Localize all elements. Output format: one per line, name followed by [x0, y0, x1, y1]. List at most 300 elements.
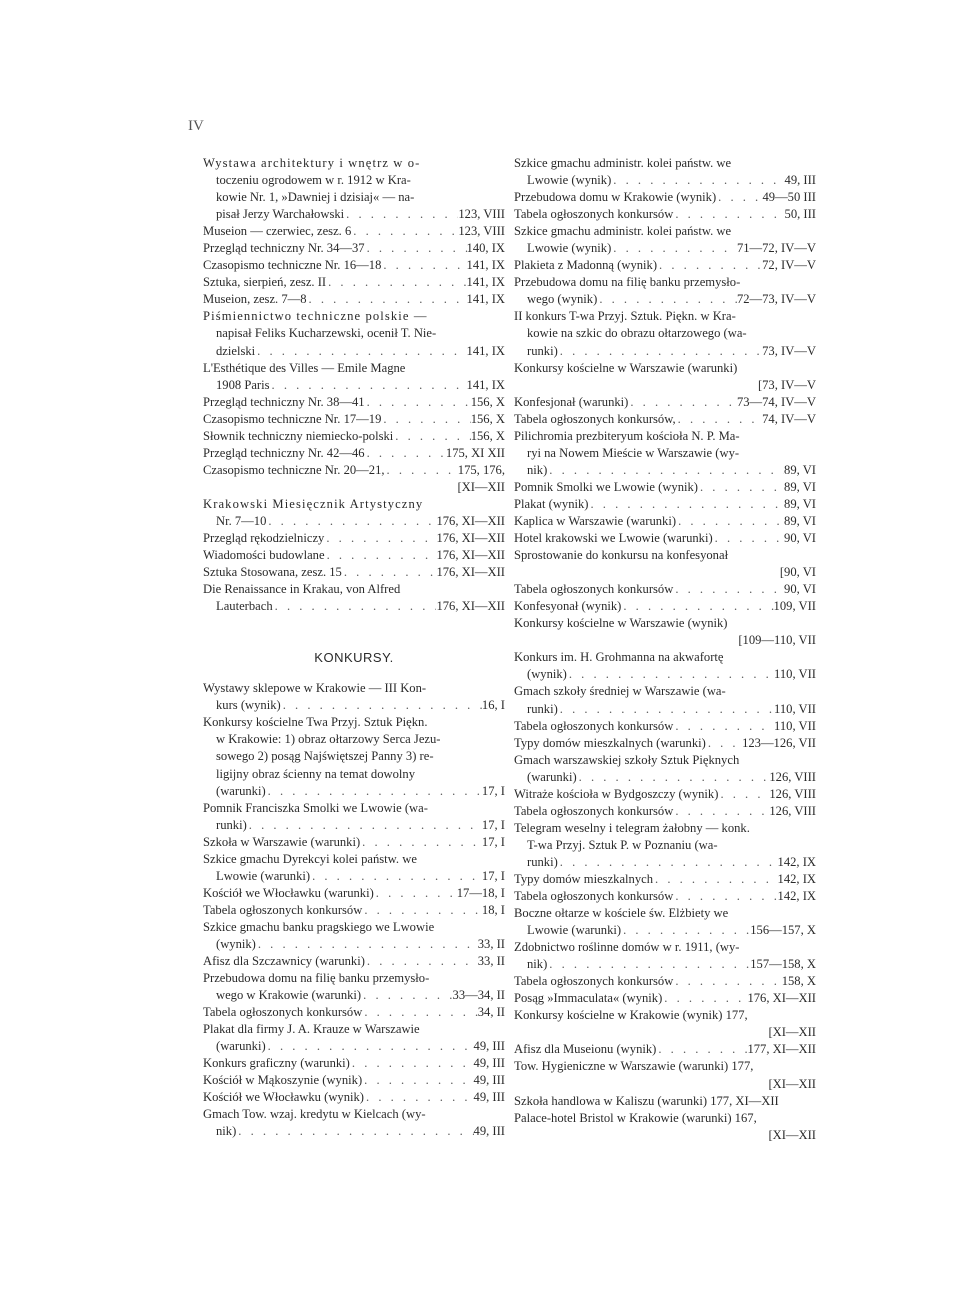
dot-leader [558, 343, 762, 360]
index-entry [514, 786, 816, 803]
index-entry [514, 632, 816, 649]
dot-leader [236, 1123, 473, 1140]
entry-title: (warunki) [216, 1039, 266, 1054]
index-line: Wystawa architektury i wnętrz w o- [203, 156, 421, 170]
dot-leader [716, 189, 762, 206]
entry-reference: 141, IX [466, 258, 505, 273]
entry-title: Kościół we Włocławku (wynik) [203, 1090, 365, 1105]
index-line: Tow. Hygieniczne w Warszawie (warunki) 177, [514, 1059, 754, 1074]
index-entry [203, 411, 505, 428]
entry-title: Lauterbach [216, 599, 273, 614]
dot-leader [673, 718, 774, 735]
entry-title: runki) [527, 854, 558, 869]
entry-title: Hotel krakowski we Lwowie (warunki) [514, 531, 713, 546]
entry-reference: 71—72, IV—V [736, 241, 816, 256]
entry-reference: 16, I [481, 698, 505, 713]
dot-leader [256, 936, 478, 953]
index-line: Wystawy sklepowe w Krakowie — III Kon- [203, 681, 427, 696]
dot-leader [310, 868, 482, 885]
index-line: Zdobnictwo roślinne domów w r. 1911, (wy- [514, 940, 740, 955]
entry-reference: [73, IV—V [757, 377, 816, 392]
entry-reference: 17, I [481, 834, 505, 849]
entry-reference: 109, VII [773, 599, 816, 614]
index-entry [514, 564, 816, 581]
index-line: Plakat dla firmy J. A. Krauze w Warszawie [203, 1022, 420, 1037]
entry-reference: 17, I [481, 868, 505, 883]
entry-reference: 110, VII [774, 667, 816, 682]
entry-title: Kościół we Włocławku (warunki) [203, 885, 374, 900]
left-entries-konkursy [203, 680, 505, 1140]
dot-leader [589, 496, 785, 513]
entry-title: runki) [527, 343, 558, 358]
index-entry [514, 189, 816, 206]
entry-title: Kaplica w Warszawie (warunki) [514, 513, 677, 528]
entry-title: pisał Jerzy Warchałowski [216, 207, 345, 222]
index-entry [203, 1055, 505, 1072]
index-line: Palace-hotel Bristol w Krakowie (warunki) 167, [514, 1110, 757, 1125]
index-line: Pilichromia prezbiteryum kościoła N. P. Ma- [514, 428, 740, 443]
dot-leader [653, 871, 777, 888]
dot-leader [673, 888, 777, 905]
index-entry [203, 1089, 505, 1106]
entry-title: Sztuka Stosowana, zesz. 15 [203, 565, 342, 580]
entry-reference: 33, II [477, 954, 505, 969]
entry-title: Tabela ogłoszonych konkursów [203, 1005, 363, 1020]
index-entry [514, 172, 816, 189]
entry-title: Afisz dla Museionu (wynik) [514, 1042, 657, 1057]
entry-reference: 73—74, IV—V [736, 394, 816, 409]
entry-reference: 110, VII [774, 718, 816, 733]
entry-reference: 141, IX [466, 275, 505, 290]
dot-leader [362, 902, 482, 919]
index-line: Gmach szkoły średniej w Warszawie (wa- [514, 684, 726, 699]
entry-reference: [90, VI [779, 565, 816, 580]
index-line: sowego 2) posąg Najświętszej Panny 3) re- [216, 749, 434, 764]
entry-title: nik) [527, 462, 548, 477]
index-line: Krakowski Miesięcznik Artystyczny [203, 496, 424, 511]
dot-leader [558, 854, 778, 871]
index-entry [203, 343, 505, 360]
index-line: T-wa Przyj. Sztuk P. w Poznaniu (wa- [527, 837, 718, 852]
entry-title: Czasopismo techniczne Nr. 20—21, [203, 462, 385, 477]
index-entry [203, 223, 505, 240]
entry-reference: 156, X [470, 428, 505, 443]
section-heading-konkursy: KONKURSY. [314, 650, 394, 666]
entry-title: Museion — czerwiec, zesz. 6 [203, 224, 352, 239]
entry-reference: 158, X [781, 974, 816, 989]
entry-title: (warunki) [527, 769, 577, 784]
dot-leader [362, 1072, 473, 1089]
dot-leader [247, 817, 482, 834]
index-line: Piśmiennictwo techniczne polskie — [203, 309, 428, 324]
dot-leader [360, 834, 482, 851]
index-line: Konkursy kościelne w Krakowie (wynik) 177, [514, 1008, 748, 1023]
dot-leader [255, 343, 466, 360]
index-entry [203, 868, 505, 885]
entry-reference: 156, X [470, 394, 505, 409]
entry-reference: [XI—XII [768, 1025, 816, 1040]
dot-leader [361, 987, 452, 1004]
dot-leader [344, 206, 458, 223]
dot-leader [713, 530, 784, 547]
index-entry [514, 343, 816, 360]
dot-leader [351, 223, 458, 240]
entry-title: Tabela ogłoszonych konkursów [514, 207, 674, 222]
dot-leader [628, 394, 737, 411]
entry-reference: [XI—XII [768, 1076, 816, 1091]
index-line: kowie Nr. 1, »Dawniej i dzisiaj« — na- [216, 190, 415, 205]
entry-reference: 49, III [473, 1124, 505, 1139]
dot-leader [374, 885, 457, 902]
entry-reference: 142, IX [777, 889, 816, 904]
right-entries-konkursy [514, 155, 816, 1144]
dot-leader [656, 1041, 747, 1058]
entry-reference: 49, III [473, 1073, 505, 1088]
index-entry [514, 769, 816, 786]
entry-title: Konfesjonał (warunki) [514, 394, 629, 409]
entry-reference: 176, XI—XII [436, 548, 505, 563]
entry-reference: 110, VII [774, 701, 816, 716]
index-entry [203, 1123, 505, 1140]
entry-title: Posąg »Immaculata« (wynik) [514, 991, 663, 1006]
entry-reference: 33, II [477, 936, 505, 951]
index-entry [514, 1127, 816, 1144]
entry-reference: 126, VIII [769, 786, 816, 801]
entry-reference: 175, XI XII [445, 445, 505, 460]
dot-leader [657, 257, 762, 274]
entry-title: Słownik techniczny niemiecko-polski [203, 428, 394, 443]
entry-title: Tabela ogłoszonych konkursów [514, 803, 674, 818]
index-entry [514, 1024, 816, 1041]
entry-title: Lwowie (wynik) [527, 173, 612, 188]
entry-title: Pomnik Smolki we Lwowie (wynik) [514, 479, 698, 494]
entry-reference: 142, IX [777, 854, 816, 869]
entry-title: Lwowie (wynik) [527, 241, 612, 256]
dot-leader [718, 786, 769, 803]
index-entry [514, 922, 816, 939]
entry-title: Przegląd techniczny Nr. 38—41 [203, 394, 365, 409]
entry-title: nik) [216, 1124, 237, 1139]
entry-title: kurs (wynik) [216, 698, 281, 713]
dot-leader [365, 445, 446, 462]
entry-title: Typy domów mieszkalnych (warunki) [514, 735, 706, 750]
index-line: L'Esthétique des Villes — Emile Magne [203, 360, 406, 375]
dot-leader [364, 1089, 474, 1106]
entry-reference: 49, III [473, 1090, 505, 1105]
entry-reference: 176, XI—XII [436, 513, 505, 528]
entry-reference: 141, IX [466, 377, 505, 392]
dot-leader [362, 1004, 477, 1021]
entry-title: Przebudowa domu w Krakowie (wynik) [514, 190, 717, 205]
entry-title: wego (wynik) [527, 292, 598, 307]
left-entries-periodicals [203, 155, 505, 615]
index-line: Przebudowa domu na filię banku przemysło- [203, 971, 430, 986]
dot-leader [381, 257, 466, 274]
entry-reference: 156, X [470, 411, 505, 426]
dot-leader [307, 291, 467, 308]
dot-leader [381, 411, 470, 428]
index-entry [514, 1076, 816, 1093]
index-entry [203, 987, 505, 1004]
index-entry [514, 666, 816, 683]
index-entry [203, 1072, 505, 1089]
entry-reference: 123, VIII [458, 224, 505, 239]
entry-reference: 123, VIII [458, 207, 505, 222]
left-column [203, 155, 505, 1141]
index-line: Przebudowa domu na filię banku przemysło- [514, 275, 741, 290]
dot-leader [676, 513, 784, 530]
entry-reference: [XI—XII [457, 479, 505, 494]
dot-leader [673, 803, 769, 820]
index-entry [514, 257, 816, 274]
index-entry [514, 479, 816, 496]
entry-title: Szkoła w Warszawie (warunki) [203, 834, 361, 849]
entry-reference: 33—34, II [452, 988, 505, 1003]
index-entry [514, 735, 816, 752]
index-entry [514, 854, 816, 871]
entry-title: runki) [216, 817, 247, 832]
index-line: Szkoła handlowa w Kaliszu (warunki) 177, XI—XII [514, 1093, 779, 1108]
dot-leader [273, 598, 437, 615]
index-entry [203, 428, 505, 445]
dot-leader [270, 377, 467, 394]
entry-reference: 89, VI [784, 513, 816, 528]
entry-reference: [XI—XII [768, 1127, 816, 1142]
entry-title: (warunki) [216, 783, 266, 798]
entry-title: Nr. 7—10 [216, 513, 267, 528]
entry-reference: 49, III [473, 1056, 505, 1071]
index-line: Boczne ołtarze w kościele św. Elżbiety we [514, 906, 729, 921]
dot-leader [698, 479, 784, 496]
index-entry [514, 496, 816, 513]
entry-reference: 141, IX [466, 343, 505, 358]
index-entry [514, 718, 816, 735]
dot-leader [365, 394, 471, 411]
entry-reference: 89, VI [784, 479, 816, 494]
entry-reference: 17, I [481, 783, 505, 798]
dot-leader [558, 701, 774, 718]
entry-title: dzielski [216, 343, 256, 358]
entry-reference: 176, XI—XII [436, 599, 505, 614]
dot-leader [547, 462, 784, 479]
dot-leader [266, 1038, 474, 1055]
index-entry [203, 817, 505, 834]
entry-reference: 176, XI—XII [747, 991, 816, 1006]
entry-title: Witraże kościoła w Bydgoszczy (wynik) [514, 786, 719, 801]
entry-title: Plakieta z Madonną (wynik) [514, 258, 658, 273]
dot-leader [326, 274, 466, 291]
index-line: ligijny obraz ścienny na temat dowolny [216, 766, 416, 781]
index-entry [514, 206, 816, 223]
dot-leader [673, 206, 784, 223]
entry-title: Konkurs graficzny (warunki) [203, 1056, 350, 1071]
entry-title: Wiadomości budowlane [203, 548, 325, 563]
index-entry [514, 240, 816, 257]
entry-reference: 34, II [477, 1005, 505, 1020]
entry-reference: 123—126, VII [742, 735, 816, 750]
entry-reference: 156—157, X [750, 923, 816, 938]
index-entry [203, 902, 505, 919]
index-line: Szkice gmachu administr. kolei państw. we [514, 224, 732, 239]
index-entry [514, 411, 816, 428]
index-entry [514, 598, 816, 615]
index-line: Telegram weselny i telegram żałobny — konk. [514, 820, 750, 835]
dot-leader [385, 462, 458, 479]
index-line: w Krakowie: 1) obraz ołtarzowy Serca Jezu- [216, 732, 441, 747]
dot-leader [597, 291, 737, 308]
dot-leader [547, 956, 750, 973]
index-entry [203, 513, 505, 530]
index-entry [203, 240, 505, 257]
dot-leader [324, 530, 436, 547]
entry-reference: 89, VI [784, 462, 816, 477]
entry-reference: 140, IX [466, 241, 505, 256]
dot-leader [281, 697, 482, 714]
index-line: Szkice gmachu administr. kolei państw. we [514, 156, 732, 170]
entry-title: Przegląd rękodzielniczy [203, 531, 325, 546]
index-line: Konkurs im. H. Grohmanna na akwafortę [514, 650, 724, 665]
dot-leader [393, 428, 470, 445]
index-entry [203, 697, 505, 714]
dot-leader [676, 411, 762, 428]
index-entry [514, 530, 816, 547]
page-number: IV [188, 118, 204, 134]
entry-title: wego w Krakowie (warunki) [216, 988, 362, 1003]
entry-reference: 17, I [481, 817, 505, 832]
dot-leader [567, 666, 774, 683]
entry-reference: 126, VIII [769, 769, 816, 784]
entry-reference: 17—18, I [456, 885, 505, 900]
index-entry [514, 377, 816, 394]
dot-leader [662, 990, 747, 1007]
index-line: Sprostowanie do konkursu na konfesyonał [514, 548, 729, 563]
index-entry [203, 274, 505, 291]
index-entry [203, 547, 505, 564]
entry-reference: 177, XI—XII [747, 1042, 816, 1057]
entry-title: Czasopismo techniczne Nr. 16—18 [203, 258, 382, 273]
dot-leader [611, 172, 784, 189]
index-entry [514, 462, 816, 479]
dot-leader [673, 581, 784, 598]
index-entry [514, 291, 816, 308]
entry-reference: 157—158, X [750, 957, 816, 972]
index-line: napisał Feliks Kucharzewski, ocenił T. Nie- [216, 326, 437, 341]
entry-reference: 74, IV—V [762, 411, 816, 426]
entry-title: Czasopismo techniczne Nr. 17—19 [203, 411, 382, 426]
entry-reference: 73, IV—V [762, 343, 816, 358]
index-entry [514, 581, 816, 598]
entry-title: 1908 Paris [216, 377, 270, 392]
index-line: Konkursy kościelne Twa Przyj. Sztuk Piękn. [203, 715, 428, 730]
right-column [514, 155, 816, 1144]
index-entry [514, 701, 816, 718]
index-entry [203, 479, 505, 496]
index-entry [203, 1038, 505, 1055]
entry-reference: 49, III [473, 1039, 505, 1054]
entry-reference: 50, III [784, 207, 816, 222]
entry-reference: 142, IX [777, 871, 816, 886]
dot-leader [350, 1055, 474, 1072]
index-entry [203, 834, 505, 851]
entry-title: Afisz dla Szczawnicy (warunki) [203, 954, 365, 969]
index-entry [203, 445, 505, 462]
entry-title: Tabela ogłoszonych konkursów [514, 718, 674, 733]
dot-leader [266, 783, 482, 800]
index-entry [203, 1004, 505, 1021]
entry-title: Plakat (wynik) [514, 496, 589, 511]
index-entry [514, 871, 816, 888]
index-line: Szkice gmachu Dyrekcyi kolei państw. we [203, 851, 417, 866]
entry-title: Tabela ogłoszonych konkursów [514, 974, 674, 989]
index-entry [514, 513, 816, 530]
entry-title: Tabela ogłoszonych konkursów [514, 582, 674, 597]
index-entry [203, 462, 505, 479]
index-entry [514, 990, 816, 1007]
index-entry [514, 888, 816, 905]
entry-reference: 49, III [784, 173, 816, 188]
entry-reference: [109—110, VII [738, 633, 816, 648]
entry-title: Przegląd techniczny Nr. 42—46 [203, 445, 365, 460]
index-entry [203, 394, 505, 411]
index-line: Konkursy kościelne w Warszawie (warunki) [514, 360, 738, 375]
dot-leader [365, 953, 478, 970]
index-line: Gmach warszawskiej szkoły Sztuk Pięknych [514, 752, 740, 767]
entry-reference: 49—50 III [762, 190, 816, 205]
index-entry [514, 1041, 816, 1058]
index-line: Szkice gmachu banku pragskiego we Lwowie [203, 919, 435, 934]
index-entry [203, 257, 505, 274]
dot-leader [611, 240, 737, 257]
index-entry [203, 936, 505, 953]
dot-leader [577, 769, 770, 786]
entry-title: Typy domów mieszkalnych [514, 871, 654, 886]
index-line: Gmach Tow. wzaj. kredytu w Kielcach (wy- [203, 1107, 426, 1122]
entry-title: runki) [527, 701, 558, 716]
index-entry [514, 973, 816, 990]
entry-title: Tabela ogłoszonych konkursów [203, 902, 363, 917]
index-entry [514, 394, 816, 411]
dot-leader [673, 973, 781, 990]
entry-reference: 176, XI—XII [436, 565, 505, 580]
index-entry [514, 803, 816, 820]
dot-leader [365, 240, 467, 257]
index-line: Die Renaissance in Krakau, von Alfred [203, 582, 401, 597]
entry-reference: 72, IV—V [762, 258, 816, 273]
entry-title: Lwowie (warunki) [527, 923, 622, 938]
entry-reference: 90, VI [784, 582, 816, 597]
entry-title: (wynik) [216, 936, 256, 951]
entry-title: Tabela ogłoszonych konkursów, [514, 411, 676, 426]
index-entry [203, 598, 505, 615]
index-entry [514, 956, 816, 973]
dot-leader [621, 598, 773, 615]
entry-reference: 18, I [481, 902, 505, 917]
index-line: kowie na szkic do obrazu ołtarzowego (wa- [527, 326, 747, 341]
index-entry [203, 953, 505, 970]
entry-title: Sztuka, sierpień, zesz. II [203, 275, 327, 290]
index-entry [203, 564, 505, 581]
dot-leader [706, 735, 742, 752]
index-line: Konkursy kościelne w Warszawie (wynik) [514, 616, 728, 631]
dot-leader [621, 922, 750, 939]
entry-reference: 141, IX [466, 292, 505, 307]
entry-title: nik) [527, 957, 548, 972]
entry-reference: 126, VIII [769, 803, 816, 818]
index-line: Pomnik Franciszka Smolki we Lwowie (wa- [203, 800, 428, 815]
entry-title: Lwowie (warunki) [216, 868, 311, 883]
entry-title: Tabela ogłoszonych konkursów [514, 889, 674, 904]
index-entry [203, 783, 505, 800]
